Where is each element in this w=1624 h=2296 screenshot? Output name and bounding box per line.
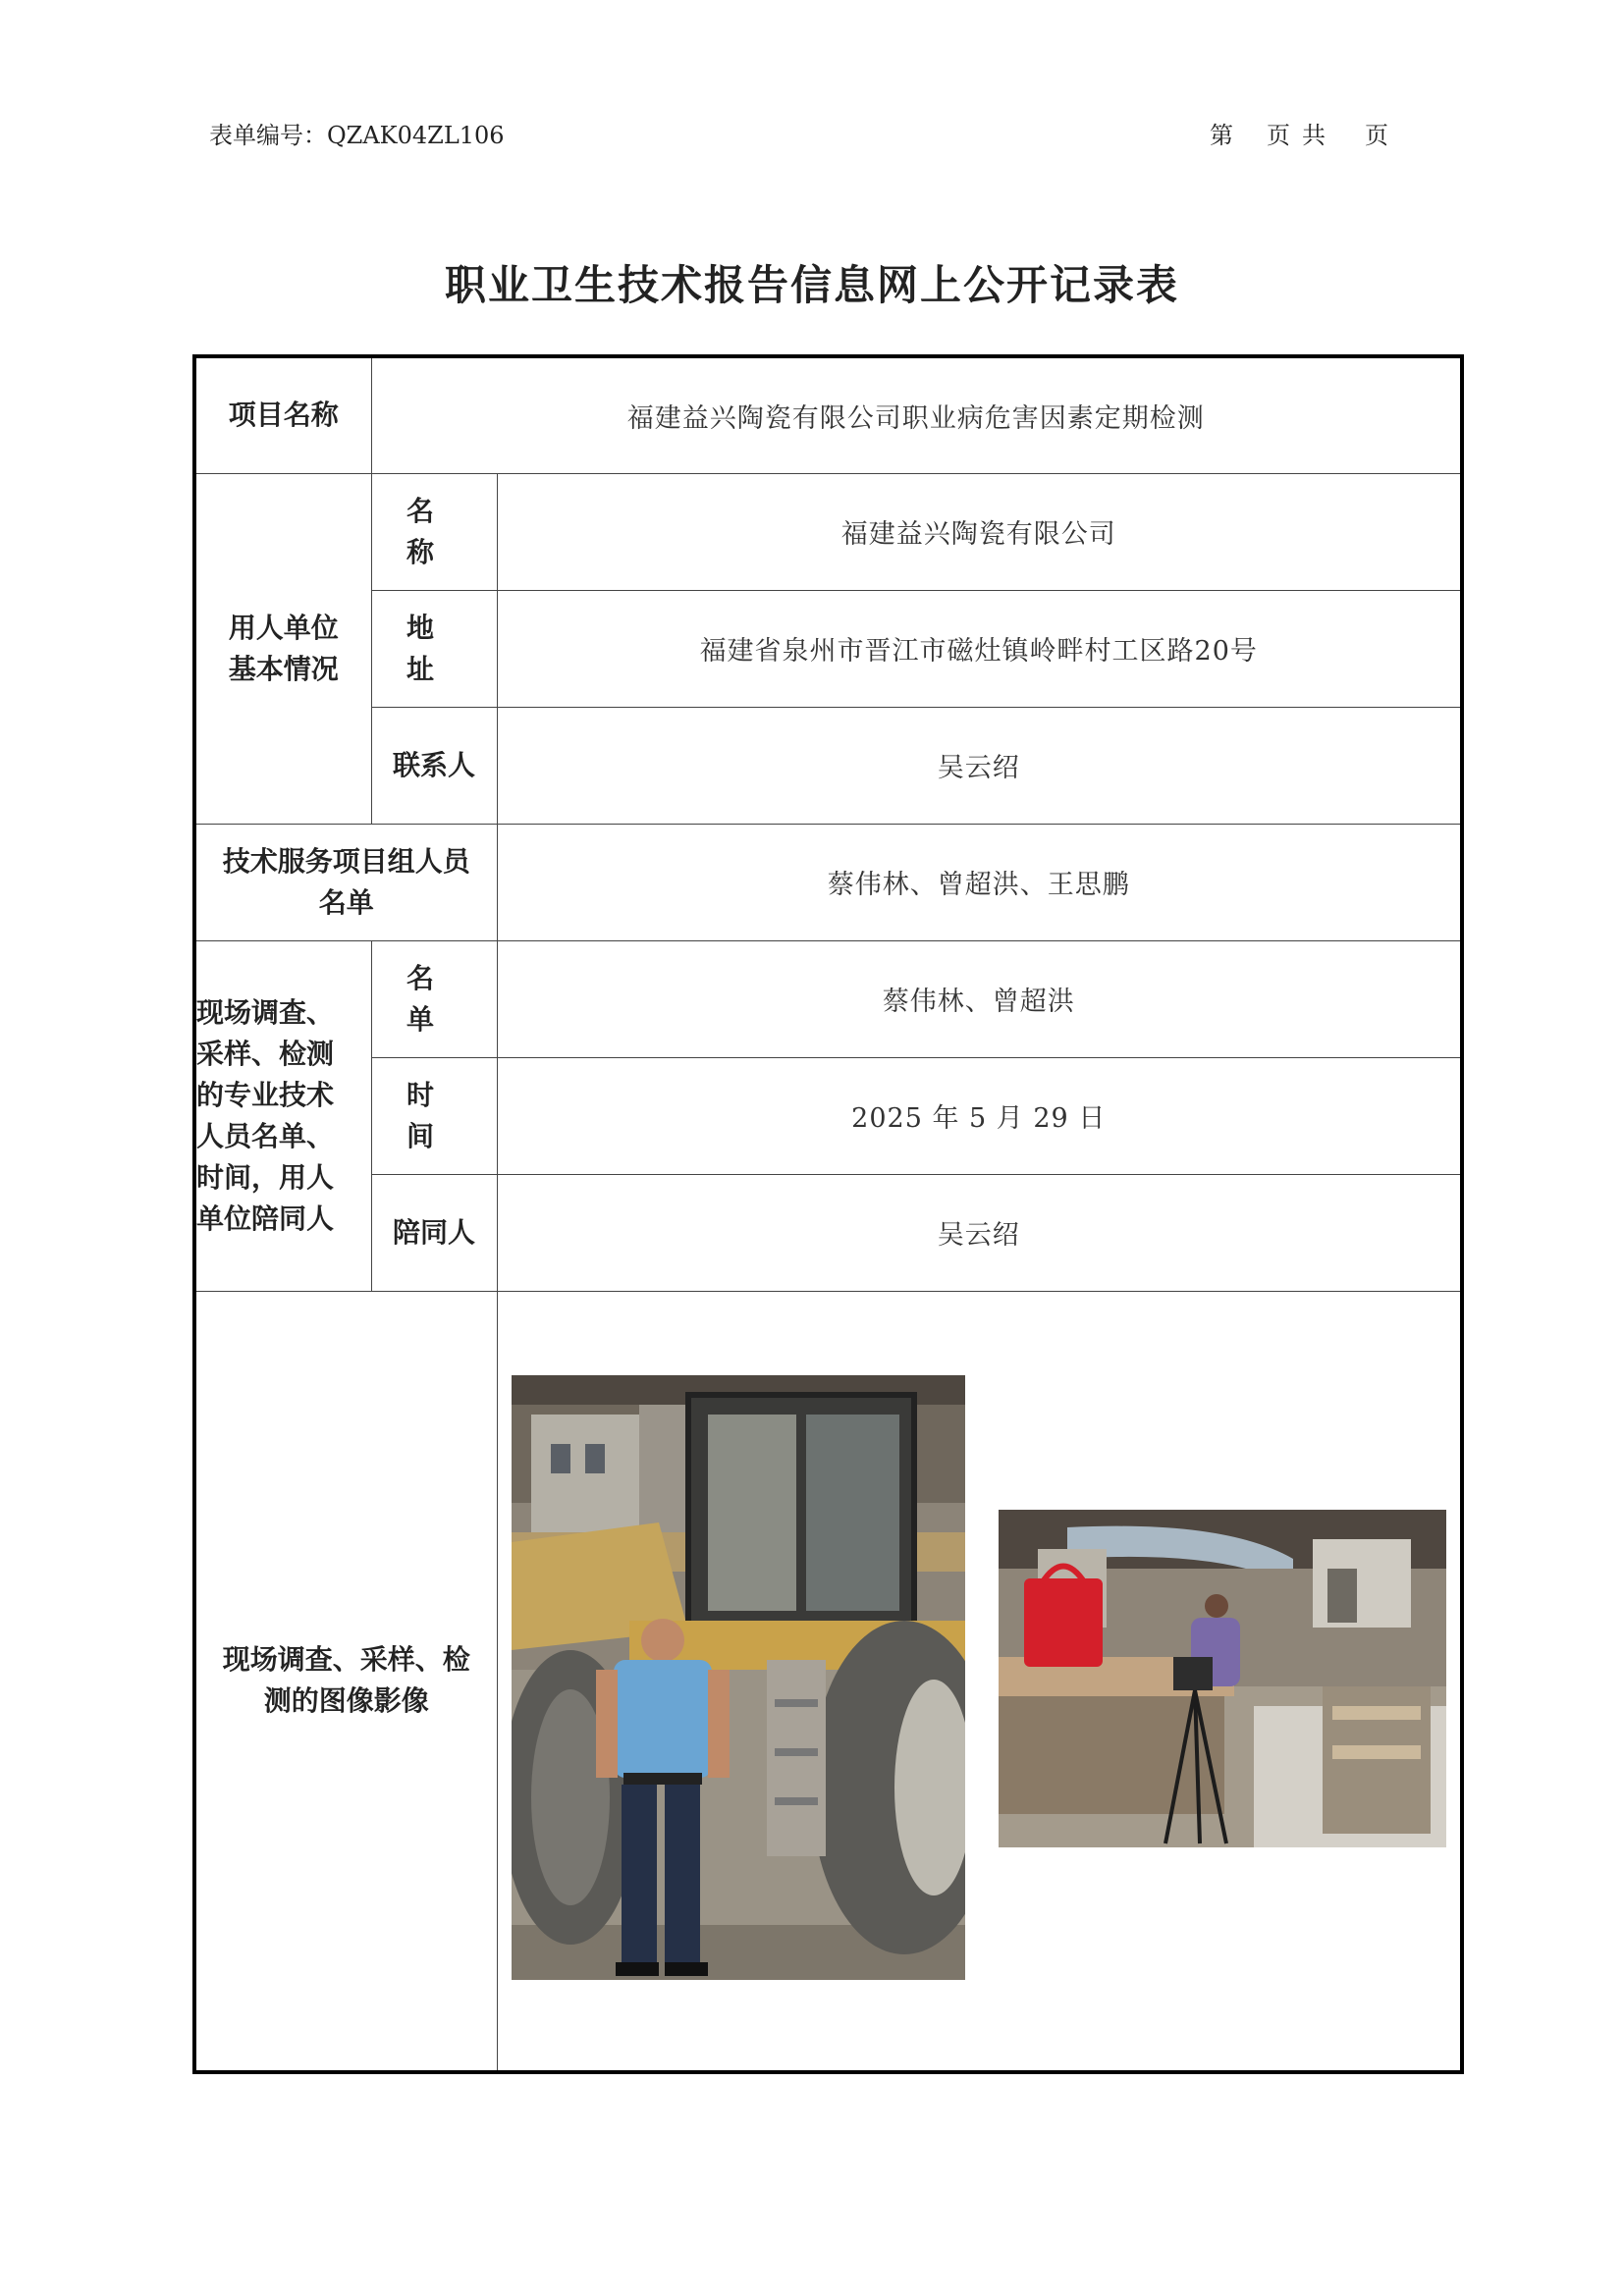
images-label-line1: 现场调查、采样、检 — [222, 1643, 470, 1677]
row-employer-address — [194, 590, 1462, 707]
employer-address-label: 地 址 — [371, 590, 497, 707]
field-label-line: 现场调查、 — [196, 995, 335, 1029]
field-label-line: 采样、检测 — [196, 1037, 335, 1070]
project-label: 项目名称 — [194, 356, 371, 473]
page-label-gong: 共 — [1302, 122, 1326, 149]
field-label-line: 人员名单、 — [196, 1119, 335, 1152]
employer-label — [194, 473, 371, 824]
page-indicator — [1210, 116, 1388, 150]
page-title: 职业卫生技术报告信息网上公开记录表 — [444, 261, 1179, 309]
team-label-line1: 技术服务项目组人员 — [222, 844, 470, 878]
employer-address-value: 福建省泉州市晋江市磁灶镇岭畔村工区路20号 — [497, 590, 1462, 707]
row-field-time — [194, 1057, 1462, 1174]
field-label-line: 单位陪同人 — [196, 1201, 335, 1235]
team-label — [194, 824, 497, 940]
photo-workshop-image — [999, 1510, 1446, 1847]
field-escort-value: 吴云绍 — [497, 1174, 1462, 1291]
employer-label-line1: 用人单位 — [228, 611, 339, 644]
project-value: 福建益兴陶瓷有限公司职业病危害因素定期检测 — [371, 356, 1462, 473]
field-time-label: 时 间 — [371, 1057, 497, 1174]
images-cell — [497, 1291, 1462, 2072]
row-images — [194, 1291, 1462, 2072]
field-label — [194, 940, 371, 1291]
photo-area — [498, 1292, 1461, 2071]
field-label-line: 的专业技术 — [196, 1078, 335, 1111]
photo-workshop — [999, 1510, 1446, 1847]
employer-contact-label: 联系人 — [371, 707, 497, 824]
images-label-line2: 测的图像影像 — [263, 1684, 429, 1718]
row-project — [194, 356, 1462, 473]
field-time-value: 2025 年 5 月 29 日 — [497, 1057, 1462, 1174]
row-employer-name — [194, 473, 1462, 590]
page-label-di: 第 — [1210, 122, 1233, 149]
images-label — [194, 1291, 497, 2072]
field-list-value: 蔡伟林、曾超洪 — [497, 940, 1462, 1057]
employer-contact-value: 吴云绍 — [497, 707, 1462, 824]
page-label-ye1: 页 — [1267, 122, 1290, 149]
record-table — [192, 354, 1464, 2074]
field-list-label: 名 单 — [371, 940, 497, 1057]
row-employer-contact — [194, 707, 1462, 824]
photo-loader — [512, 1375, 965, 1980]
row-team — [194, 824, 1462, 940]
employer-name-label: 名 称 — [371, 473, 497, 590]
form-number: 表单编号：QZAK04ZL106 — [209, 122, 505, 149]
row-field-list — [194, 940, 1462, 1057]
team-value: 蔡伟林、曾超洪、王思鹏 — [497, 824, 1462, 940]
photo-loader-image — [512, 1375, 965, 1980]
employer-name-value: 福建益兴陶瓷有限公司 — [497, 473, 1462, 590]
row-field-escort — [194, 1174, 1462, 1291]
field-escort-label: 陪同人 — [371, 1174, 497, 1291]
page-label-ye2: 页 — [1365, 122, 1388, 149]
field-label-line: 时间，用人 — [196, 1160, 335, 1194]
team-label-line2: 名单 — [318, 885, 374, 919]
employer-label-line2: 基本情况 — [228, 652, 339, 685]
